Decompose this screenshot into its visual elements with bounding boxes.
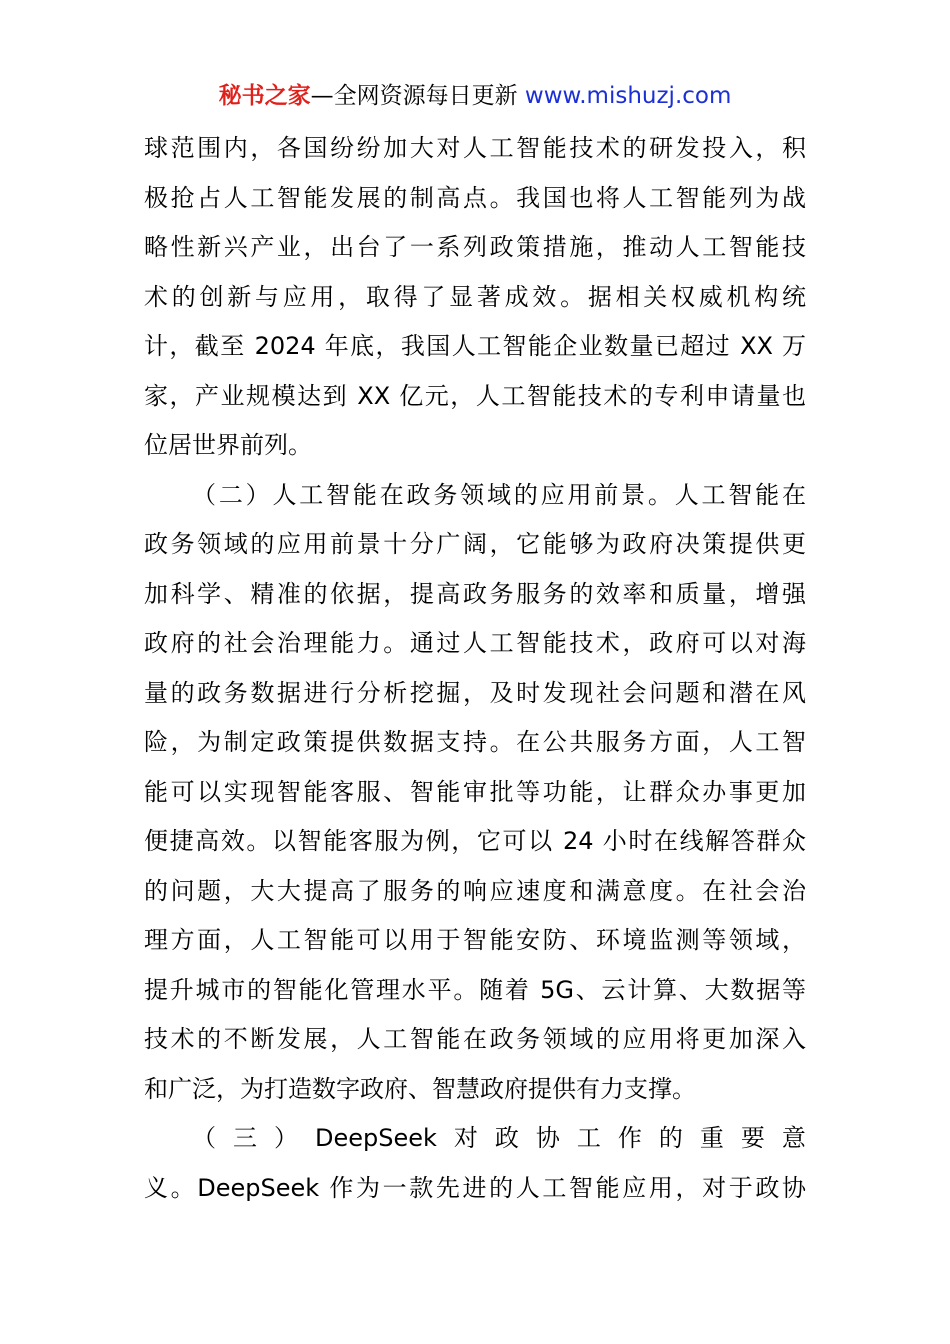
site-url: www.mishuzj.com bbox=[524, 83, 732, 109]
text-line: 略性新兴产业，出台了一系列政策措施，推动人工智能技 bbox=[144, 233, 806, 261]
text-line: 技术的不断发展，人工智能在政务领域的应用将更加深入 bbox=[144, 1025, 806, 1053]
text-line: 能可以实现智能客服、智能审批等功能，让群众办事更加 bbox=[144, 777, 806, 806]
paragraph-3 bbox=[144, 1114, 806, 1213]
text-token: （ bbox=[192, 1124, 216, 1152]
text-token: DeepSeek bbox=[315, 1124, 437, 1152]
text-line: 极抢占人工智能发展的制高点。我国也将人工智能列为战 bbox=[144, 183, 806, 212]
text-token: 作 bbox=[617, 1124, 642, 1152]
text-line: 位居世界前列。 bbox=[144, 431, 312, 459]
text-token: 要 bbox=[740, 1124, 765, 1152]
text-token: 政 bbox=[494, 1124, 519, 1152]
text-token: 工 bbox=[576, 1124, 601, 1152]
text-line: （二）人工智能在政务领域的应用前景。人工智能在 bbox=[192, 480, 806, 509]
text-line: 政务领域的应用前景十分广阔，它能够为政府决策提供更 bbox=[144, 530, 806, 558]
document-body bbox=[144, 124, 806, 1213]
text-token: 的 bbox=[658, 1124, 683, 1152]
text-token: ） bbox=[274, 1124, 298, 1152]
text-token: 协 bbox=[535, 1124, 560, 1152]
text-line: 险，为制定政策提供数据支持。在公共服务方面，人工智 bbox=[144, 728, 806, 756]
text-token: 重 bbox=[699, 1124, 724, 1152]
text-line: 理方面，人工智能可以用于智能安防、环境监测等领域， bbox=[144, 926, 806, 954]
text-line: 家，产业规模达到 XX 亿元，人工智能技术的专利申请量也 bbox=[144, 381, 806, 410]
text-line: 量的政务数据进行分析挖掘，及时发现社会问题和潜在风 bbox=[144, 678, 806, 707]
text-line: 和广泛，为打造数字政府、智慧政府提供有力支撑。 bbox=[144, 1074, 696, 1103]
text-line: 计，截至 2024 年底，我国人工智能企业数量已超过 XX 万 bbox=[144, 332, 806, 360]
text-line: 的问题，大大提高了服务的响应速度和满意度。在社会治 bbox=[144, 876, 806, 905]
text-line: 政府的社会治理能力。通过人工智能技术，政府可以对海 bbox=[144, 629, 806, 657]
paragraph-2 bbox=[144, 471, 806, 1115]
watermark-header bbox=[0, 80, 950, 112]
text-line: 术的创新与应用，取得了显著成效。据相关权威机构统 bbox=[144, 282, 806, 311]
text-token: 三 bbox=[233, 1124, 257, 1152]
text-line: 提升城市的智能化管理水平。随着 5G、云计算、大数据等 bbox=[144, 975, 806, 1004]
text-line: 加科学、精准的依据，提高政务服务的效率和质量，增强 bbox=[144, 579, 806, 608]
text-line-spread bbox=[144, 1114, 806, 1164]
text-line: 义。DeepSeek 作为一款先进的人工智能应用，对于政协 bbox=[144, 1173, 806, 1202]
text-token: 意 bbox=[781, 1124, 806, 1152]
text-line: 球范围内，各国纷纷加大对人工智能技术的研发投入，积 bbox=[144, 134, 806, 162]
text-token: 对 bbox=[453, 1124, 478, 1152]
text-line: 便捷高效。以智能客服为例，它可以 24 小时在线解答群众 bbox=[144, 827, 806, 855]
header-tagline: —全网资源每日更新 bbox=[310, 83, 518, 109]
paragraph-1 bbox=[144, 124, 806, 471]
brand-name: 秘书之家 bbox=[218, 83, 311, 109]
